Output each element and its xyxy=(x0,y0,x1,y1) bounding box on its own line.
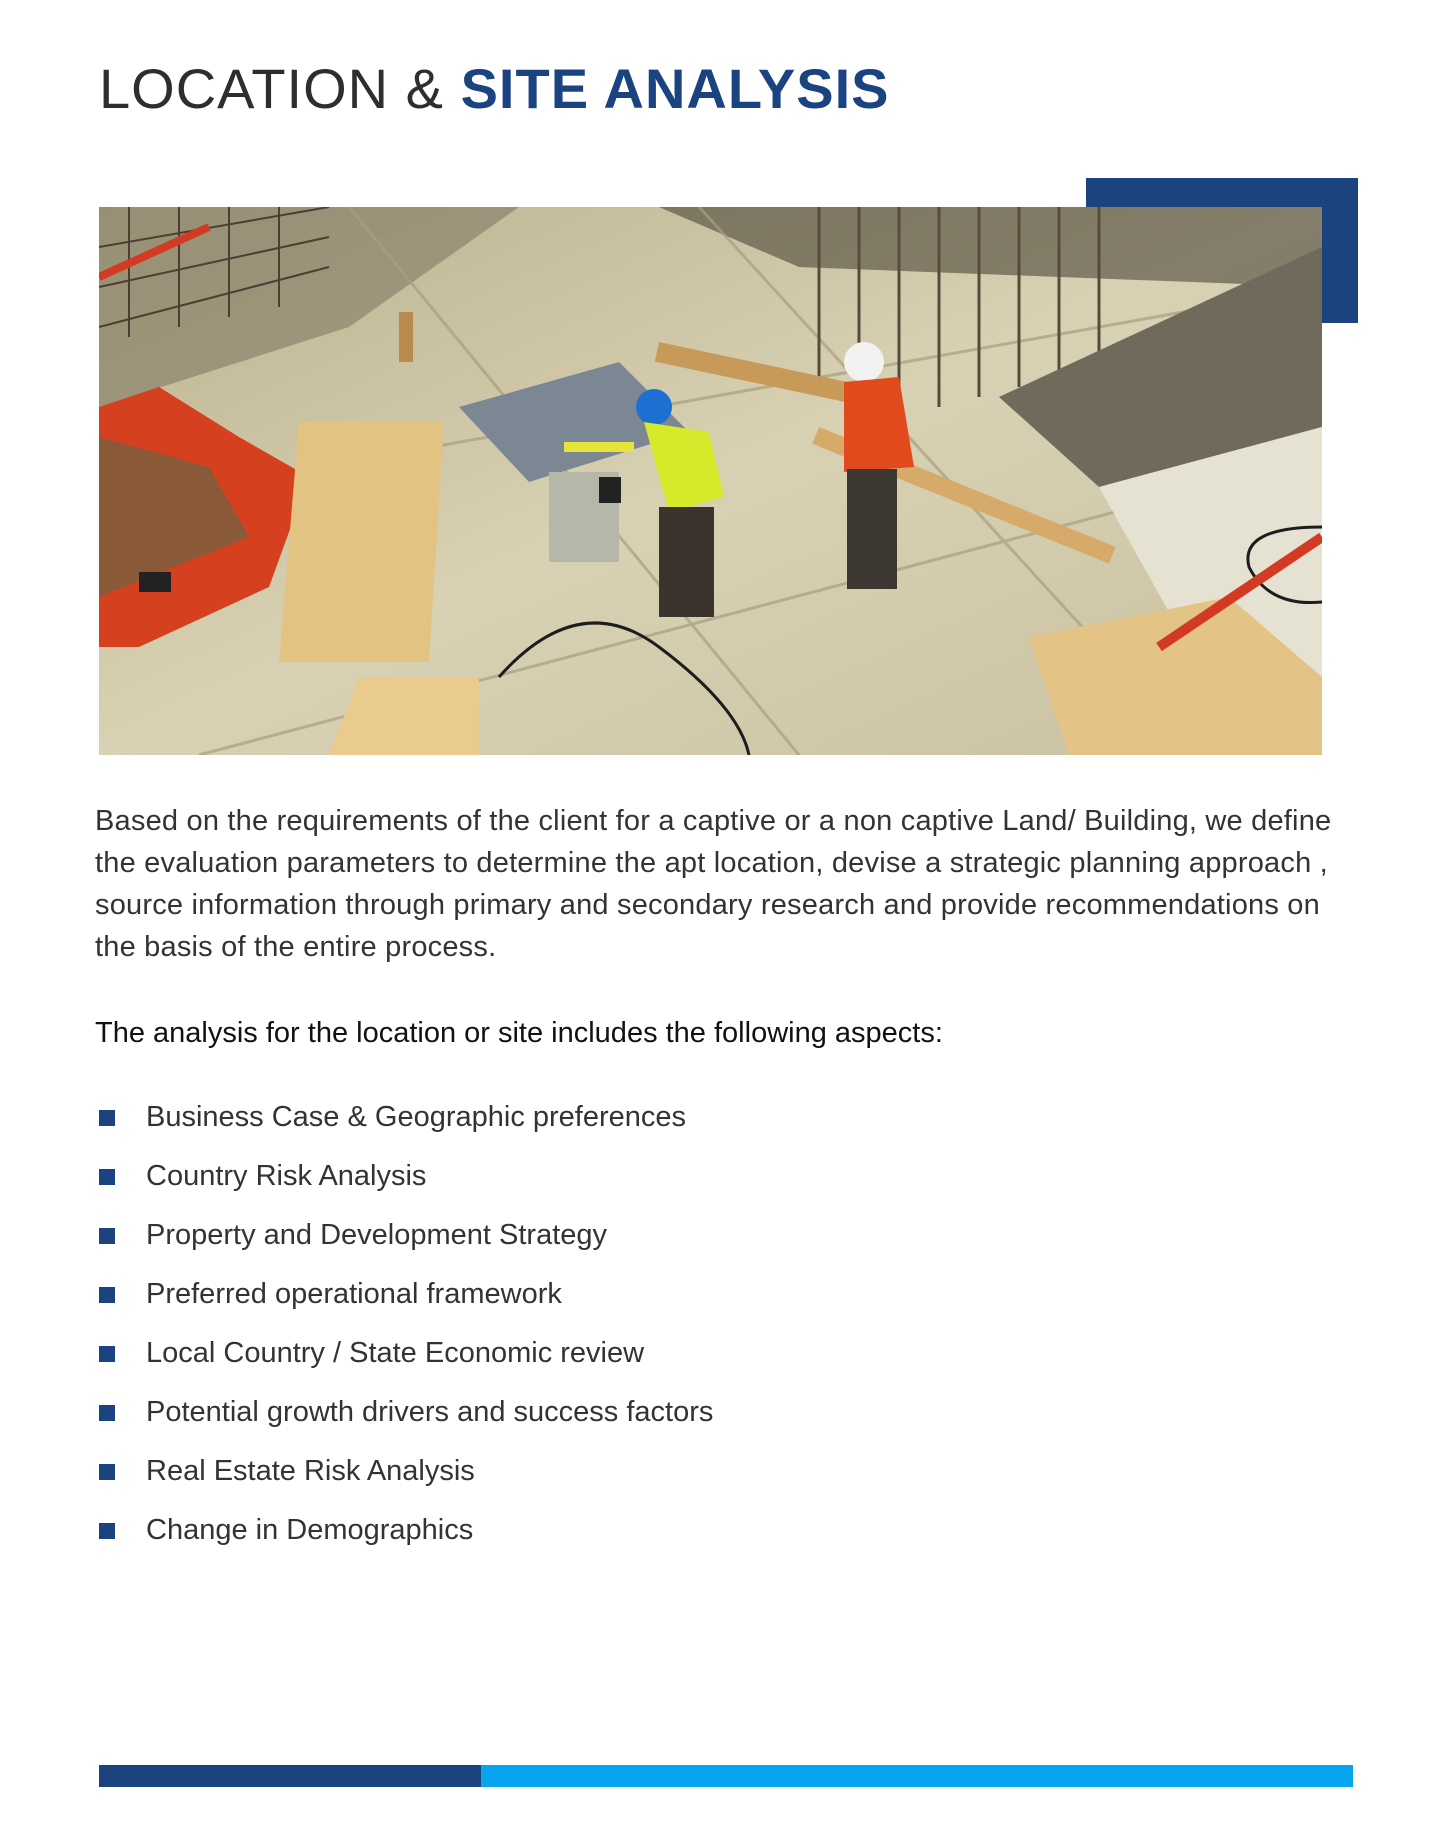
list-item-label: Property and Development Strategy xyxy=(146,1219,608,1251)
square-bullet-icon xyxy=(99,1523,115,1539)
square-bullet-icon xyxy=(99,1346,115,1362)
square-bullet-icon xyxy=(99,1464,115,1480)
list-item-label: Country Risk Analysis xyxy=(146,1160,427,1192)
title-plain: LOCATION & xyxy=(99,57,461,120)
intro-paragraph: Based on the requirements of the client for a captive or a non captive Land/ Building, we define the evaluation parameters to determine the apt location, devise a strategic planning approach , source information through primary and secondary research and provide recommendations on the basis of the entire process. xyxy=(95,805,1332,963)
list-item-label: Real Estate Risk Analysis xyxy=(146,1455,475,1487)
footer-bar-light-segment xyxy=(481,1765,1353,1787)
list-item xyxy=(99,1271,1099,1330)
hero-photo xyxy=(99,207,1322,755)
list-item-label: Business Case & Geographic preferences xyxy=(146,1101,687,1133)
square-bullet-icon xyxy=(99,1287,115,1303)
footer-bar-dark-segment xyxy=(99,1765,481,1787)
list-item xyxy=(99,1448,1099,1507)
list-item xyxy=(99,1094,1099,1153)
list-item-label: Preferred operational framework xyxy=(146,1278,562,1310)
square-bullet-icon xyxy=(99,1405,115,1421)
list-item xyxy=(99,1389,1099,1448)
list-item-label: Change in Demographics xyxy=(146,1514,474,1546)
list-item-label: Local Country / State Economic review xyxy=(146,1337,645,1369)
aspect-list xyxy=(99,1094,1099,1566)
footer-accent-bar xyxy=(99,1765,1353,1787)
list-item xyxy=(99,1330,1099,1389)
aspects-lead: The analysis for the location or site includes the following aspects: xyxy=(95,1017,943,1049)
list-item-label: Potential growth drivers and success factors xyxy=(146,1396,714,1428)
title-accent: SITE ANALYSIS xyxy=(460,57,890,120)
square-bullet-icon xyxy=(99,1110,115,1126)
list-item xyxy=(99,1507,1099,1566)
square-bullet-icon xyxy=(99,1228,115,1244)
square-bullet-icon xyxy=(99,1169,115,1185)
construction-site-photo xyxy=(99,207,1322,755)
list-item xyxy=(99,1153,1099,1212)
page-title xyxy=(99,58,890,120)
list-item xyxy=(99,1212,1099,1271)
